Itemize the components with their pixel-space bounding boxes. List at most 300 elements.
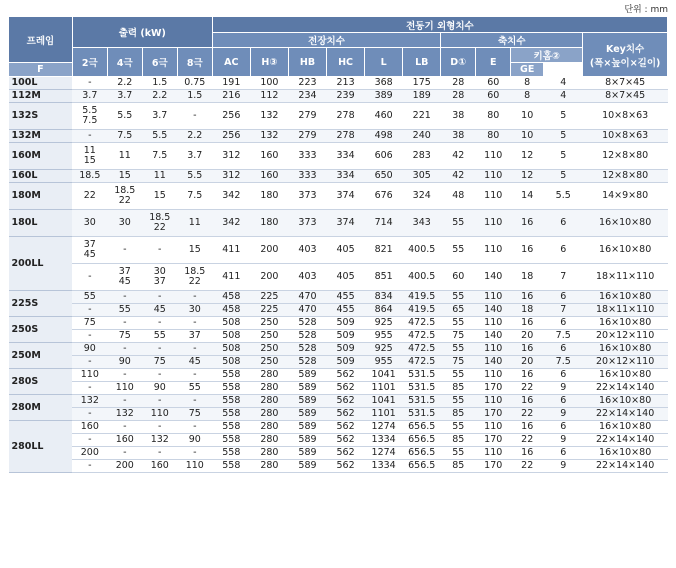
table-cell: 509 [327, 343, 365, 356]
table-cell: 9 [544, 382, 583, 395]
table-cell: - [72, 264, 107, 291]
cell-line: 45 [118, 276, 131, 287]
table-cell: - [72, 330, 107, 343]
table-cell: 558 [212, 434, 250, 447]
cell-line: 37 [118, 266, 131, 278]
table-cell: 589 [288, 421, 326, 434]
table-cell: 12 [511, 170, 544, 183]
table-cell: 180 [250, 183, 288, 210]
table-cell: 55 [441, 291, 476, 304]
table-cell: 110 [476, 170, 511, 183]
frame-cell: 132S [9, 103, 73, 130]
table-cell: 55 [441, 317, 476, 330]
table-cell: 562 [327, 421, 365, 434]
table-cell: 1.5 [177, 90, 212, 103]
table-cell: 221 [403, 103, 441, 130]
table-cell: 470 [288, 304, 326, 317]
table-cell: 110 [476, 421, 511, 434]
frame-cell: 112M [9, 90, 73, 103]
table-cell: 45 [177, 356, 212, 369]
table-cell: 1041 [365, 369, 403, 382]
table-cell: 955 [365, 330, 403, 343]
table-cell: - [142, 237, 177, 264]
table-cell: 28 [441, 77, 476, 90]
table-body [9, 77, 668, 473]
table-cell: 85 [441, 460, 476, 473]
table-cell: 110 [476, 210, 511, 237]
header-shaft: 축치수 [441, 33, 583, 48]
table-cell [177, 264, 212, 291]
header-hc: HC [327, 48, 365, 77]
table-cell: 11 [142, 170, 177, 183]
table-cell: 14 [511, 183, 544, 210]
table-cell: - [107, 369, 142, 382]
table-cell [142, 264, 177, 291]
table-cell: 1274 [365, 421, 403, 434]
table-cell: 250 [250, 356, 288, 369]
table-cell: 48 [441, 183, 476, 210]
table-cell: 280 [250, 369, 288, 382]
table-cell: 110 [107, 382, 142, 395]
table-cell: 160 [250, 170, 288, 183]
table-cell: 558 [212, 395, 250, 408]
table-cell: 16×10×80 [583, 369, 668, 382]
table-cell: - [142, 395, 177, 408]
table-cell: 256 [212, 130, 250, 143]
table-cell: 180 [250, 210, 288, 237]
header-output: 출력 (kW) [72, 17, 212, 48]
table-cell: 20×12×110 [583, 330, 668, 343]
table-cell: 170 [476, 434, 511, 447]
table-cell: 75 [177, 408, 212, 421]
table-cell: 5.5 [107, 103, 142, 130]
table-cell: 8×7×45 [583, 77, 668, 90]
table-cell: 22 [72, 183, 107, 210]
table-cell: 508 [212, 317, 250, 330]
header-installation: 전장치수 [212, 33, 440, 48]
table-cell: 16 [511, 421, 544, 434]
table-cell: - [177, 395, 212, 408]
table-cell: 22 [511, 408, 544, 421]
table-cell: - [107, 317, 142, 330]
header-hb: HB [288, 48, 326, 77]
table-cell: 1101 [365, 408, 403, 421]
table-cell: 455 [327, 291, 365, 304]
table-cell: 528 [288, 356, 326, 369]
table-cell: 234 [288, 90, 326, 103]
table-cell: 55 [441, 369, 476, 382]
table-cell: 11 [107, 143, 142, 170]
table-cell: 531.5 [403, 395, 441, 408]
table-cell: 42 [441, 170, 476, 183]
table-cell: 80 [476, 130, 511, 143]
table-cell: 1274 [365, 447, 403, 460]
table-cell: 22 [511, 460, 544, 473]
table-cell: 75 [107, 330, 142, 343]
table-cell: 16 [511, 210, 544, 237]
table-cell: 562 [327, 408, 365, 421]
table-cell: 278 [327, 130, 365, 143]
table-cell: 656.5 [403, 447, 441, 460]
table-cell [72, 237, 107, 264]
table-cell: 112 [250, 90, 288, 103]
table-cell: 132 [107, 408, 142, 421]
cell-line: 37 [153, 276, 166, 287]
table-row [9, 304, 668, 317]
table-cell: - [107, 343, 142, 356]
table-cell: 55 [441, 210, 476, 237]
table-cell: - [107, 447, 142, 460]
header-motor-dims: 전동기 외형치수 [212, 17, 667, 33]
cell-line: 22 [188, 276, 201, 287]
table-cell: 280 [250, 460, 288, 473]
table-cell: 42 [441, 143, 476, 170]
table-cell: 16 [511, 291, 544, 304]
table-cell: 16 [511, 343, 544, 356]
table-cell: 558 [212, 421, 250, 434]
table-cell: 280 [250, 434, 288, 447]
table-cell: 589 [288, 382, 326, 395]
table-cell: 5 [544, 170, 583, 183]
table-cell: 373 [288, 183, 326, 210]
table-cell: 200 [107, 460, 142, 473]
table-cell: 18×11×110 [583, 264, 668, 291]
header-d: D① [441, 48, 476, 77]
table-cell: 16 [511, 395, 544, 408]
header-lb: LB [403, 48, 441, 77]
table-cell: 85 [441, 382, 476, 395]
table-cell: 509 [327, 356, 365, 369]
table-cell: 60 [476, 90, 511, 103]
table-cell: 110 [72, 369, 107, 382]
table-cell: 140 [476, 304, 511, 317]
header-keyway: 키홈② [511, 48, 583, 63]
table-cell: 1.5 [142, 77, 177, 90]
table-cell: 16×10×80 [583, 343, 668, 356]
table-cell: 4 [544, 90, 583, 103]
table-cell [142, 210, 177, 237]
table-cell: 656.5 [403, 421, 441, 434]
table-cell: - [72, 77, 107, 90]
table-cell: 470 [288, 291, 326, 304]
table-cell: 110 [476, 143, 511, 170]
cell-line: 22 [153, 222, 166, 233]
table-cell: 714 [365, 210, 403, 237]
table-row [9, 408, 668, 421]
table-cell: 0.75 [177, 77, 212, 90]
table-cell: 6 [544, 210, 583, 237]
table-cell: 15 [107, 170, 142, 183]
table-cell: 85 [441, 434, 476, 447]
table-cell: 1334 [365, 434, 403, 447]
header-ac: AC [212, 48, 250, 77]
table-cell: 100 [250, 77, 288, 90]
table-cell: 528 [288, 317, 326, 330]
table-row [9, 237, 668, 264]
table-cell: - [107, 291, 142, 304]
table-cell: 589 [288, 395, 326, 408]
table-cell: 55 [441, 395, 476, 408]
table-cell: - [177, 369, 212, 382]
table-row [9, 77, 668, 90]
table-row [9, 291, 668, 304]
table-cell: 7.5 [177, 183, 212, 210]
table-cell: 10 [511, 130, 544, 143]
table-cell: 955 [365, 356, 403, 369]
table-cell: 16 [511, 369, 544, 382]
header-f: F [9, 63, 73, 77]
table-cell: 160 [250, 143, 288, 170]
table-cell: - [177, 291, 212, 304]
frame-cell: 225S [9, 291, 73, 317]
table-cell: 343 [403, 210, 441, 237]
table-cell: 7.5 [107, 130, 142, 143]
table-row [9, 170, 668, 183]
table-cell: 821 [365, 237, 403, 264]
spec-table-container [8, 16, 668, 473]
table-row [9, 90, 668, 103]
table-cell: 374 [327, 210, 365, 237]
table-cell: 3.7 [177, 143, 212, 170]
table-cell: 10 [511, 103, 544, 130]
table-cell: 562 [327, 369, 365, 382]
table-cell: 55 [72, 291, 107, 304]
table-cell: 216 [212, 90, 250, 103]
table-cell: 191 [212, 77, 250, 90]
table-row [9, 447, 668, 460]
frame-cell: 280LL [9, 421, 73, 473]
table-cell: 160 [142, 460, 177, 473]
table-cell: 528 [288, 330, 326, 343]
table-cell: 110 [476, 317, 511, 330]
table-cell: 37 [177, 330, 212, 343]
frame-cell: 100L [9, 77, 73, 90]
table-cell: 55 [177, 382, 212, 395]
table-cell: 405 [327, 264, 365, 291]
table-cell: 6 [544, 343, 583, 356]
table-cell: 455 [327, 304, 365, 317]
table-cell: 864 [365, 304, 403, 317]
table-cell: 16×10×80 [583, 317, 668, 330]
cell-line: 45 [83, 249, 96, 260]
table-cell: 6 [544, 291, 583, 304]
table-cell: 400.5 [403, 264, 441, 291]
table-cell: 11 [177, 210, 212, 237]
table-cell: 110 [142, 408, 177, 421]
frame-cell: 160L [9, 170, 73, 183]
frame-cell: 280S [9, 369, 73, 395]
table-cell: 16×10×80 [583, 447, 668, 460]
table-cell: 1101 [365, 382, 403, 395]
table-cell: 110 [476, 369, 511, 382]
table-cell: 22×14×140 [583, 408, 668, 421]
table-row [9, 434, 668, 447]
table-cell: 403 [288, 237, 326, 264]
table-cell: - [72, 460, 107, 473]
table-cell: 110 [476, 183, 511, 210]
table-cell: 132 [142, 434, 177, 447]
table-cell: 18 [511, 264, 544, 291]
table-cell: 6 [544, 237, 583, 264]
table-cell: 6 [544, 447, 583, 460]
table-cell: 18 [511, 304, 544, 317]
table-cell: 10×8×63 [583, 103, 668, 130]
table-cell: 7.5 [544, 356, 583, 369]
table-cell: 160 [72, 421, 107, 434]
table-cell [72, 103, 107, 130]
table-cell: 60 [476, 77, 511, 90]
cell-line: 7.5 [82, 115, 98, 126]
table-cell: 405 [327, 237, 365, 264]
table-cell: 400.5 [403, 237, 441, 264]
table-cell: 531.5 [403, 408, 441, 421]
table-cell: 38 [441, 130, 476, 143]
table-cell: - [177, 343, 212, 356]
table-cell: 170 [476, 460, 511, 473]
table-cell: 20 [511, 330, 544, 343]
table-cell: 509 [327, 330, 365, 343]
table-row [9, 330, 668, 343]
frame-cell: 250S [9, 317, 73, 343]
table-cell: 9 [544, 460, 583, 473]
table-cell: 283 [403, 143, 441, 170]
table-cell: 8 [511, 77, 544, 90]
table-cell: 110 [476, 237, 511, 264]
table-cell: 280 [250, 408, 288, 421]
table-cell: - [177, 103, 212, 130]
table-cell: 45 [142, 304, 177, 317]
table-cell: 12 [511, 143, 544, 170]
table-cell: - [177, 447, 212, 460]
table-cell: 368 [365, 77, 403, 90]
table-cell: 16 [511, 447, 544, 460]
table-cell: 15 [177, 237, 212, 264]
table-cell: 531.5 [403, 369, 441, 382]
table-cell: 16×10×80 [583, 237, 668, 264]
table-cell: 411 [212, 237, 250, 264]
cell-line: 37 [83, 239, 96, 251]
frame-cell: 180M [9, 183, 73, 210]
table-cell: 411 [212, 264, 250, 291]
table-cell: 324 [403, 183, 441, 210]
table-cell: 589 [288, 408, 326, 421]
header-key-title: Key치수 [606, 43, 645, 55]
table-row [9, 421, 668, 434]
table-cell: 160 [107, 434, 142, 447]
table-cell: 342 [212, 210, 250, 237]
cell-line: 15 [83, 155, 96, 166]
table-cell: 55 [441, 421, 476, 434]
table-cell: 22×14×140 [583, 382, 668, 395]
table-cell: 1334 [365, 460, 403, 473]
cell-line: 5.5 [82, 105, 98, 117]
table-cell: 305 [403, 170, 441, 183]
table-cell: 22 [511, 382, 544, 395]
table-cell: 60 [441, 264, 476, 291]
table-cell: 2.2 [142, 90, 177, 103]
table-cell: 110 [476, 291, 511, 304]
table-cell: 374 [327, 183, 365, 210]
table-cell: 656.5 [403, 460, 441, 473]
table-cell: 3.7 [72, 90, 107, 103]
table-cell: 5.5 [142, 130, 177, 143]
table-row [9, 343, 668, 356]
table-cell: 55 [441, 447, 476, 460]
table-cell: 110 [177, 460, 212, 473]
table-cell: 851 [365, 264, 403, 291]
table-cell: 55 [142, 330, 177, 343]
table-row [9, 264, 668, 291]
table-cell: 239 [327, 90, 365, 103]
table-cell: - [142, 447, 177, 460]
table-cell: 5.5 [177, 170, 212, 183]
table-cell: 334 [327, 170, 365, 183]
table-cell: 7.5 [544, 330, 583, 343]
cell-line: 18.5 [114, 185, 136, 197]
header-e: E [476, 48, 511, 77]
header-key [583, 33, 668, 77]
table-cell: 562 [327, 447, 365, 460]
table-cell: 250 [250, 343, 288, 356]
table-row [9, 103, 668, 130]
table-cell: 3.7 [107, 90, 142, 103]
table-cell: - [142, 369, 177, 382]
table-row [9, 382, 668, 395]
unit-label: 단위 : mm [624, 5, 668, 15]
table-cell: 558 [212, 408, 250, 421]
table-cell: 140 [476, 356, 511, 369]
table-cell: 528 [288, 343, 326, 356]
table-cell: 312 [212, 143, 250, 170]
header-pole-2: 2극 [72, 48, 107, 77]
table-cell: 472.5 [403, 343, 441, 356]
table-cell: 562 [327, 395, 365, 408]
table-cell: 606 [365, 143, 403, 170]
table-cell: 175 [403, 77, 441, 90]
table-cell: 5 [544, 130, 583, 143]
table-cell: 85 [441, 408, 476, 421]
table-cell: 4 [544, 77, 583, 90]
table-cell: - [177, 317, 212, 330]
table-cell: 2.2 [177, 130, 212, 143]
table-cell: 55 [441, 343, 476, 356]
table-cell: 65 [441, 304, 476, 317]
table-cell: 7 [544, 264, 583, 291]
table-cell: 2.2 [107, 77, 142, 90]
table-cell: 75 [142, 356, 177, 369]
table-cell: - [72, 382, 107, 395]
table-cell: 458 [212, 304, 250, 317]
table-cell: 373 [288, 210, 326, 237]
table-cell [72, 143, 107, 170]
table-cell: - [142, 343, 177, 356]
table-row [9, 317, 668, 330]
table-cell: - [142, 291, 177, 304]
table-cell: 18×11×110 [583, 304, 668, 317]
header-h: H③ [250, 48, 288, 77]
table-cell: - [72, 356, 107, 369]
table-cell: 333 [288, 143, 326, 170]
table-cell: 6 [544, 395, 583, 408]
table-cell: 531.5 [403, 382, 441, 395]
table-cell: 279 [288, 103, 326, 130]
table-cell: 75 [72, 317, 107, 330]
table-cell: 508 [212, 356, 250, 369]
table-cell: 200 [250, 264, 288, 291]
table-cell: 20 [511, 356, 544, 369]
table-cell: 28 [441, 90, 476, 103]
table-cell: 312 [212, 170, 250, 183]
